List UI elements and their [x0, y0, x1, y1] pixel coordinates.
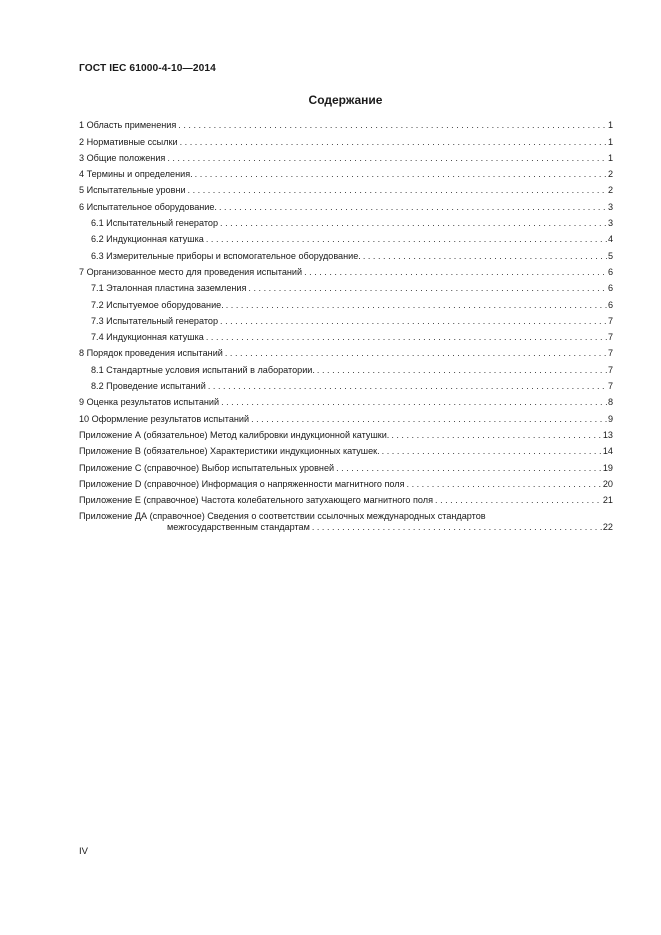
toc-entry-text: 7.1 Эталонная пластина заземления: [91, 283, 247, 294]
page-number: IV: [79, 846, 88, 857]
toc-entry-page: 8: [607, 397, 613, 408]
standard-designation: ГОСТ IEC 61000-4-10—2014: [79, 63, 216, 74]
toc-leader-dots: [251, 414, 607, 425]
toc-entry-text: Приложение D (справочное) Информация о напряженности магнитного поля: [79, 478, 405, 489]
toc-entry-text-continued: межгосударственным стандартам: [167, 522, 310, 533]
toc-entry-page: 1: [607, 152, 613, 163]
toc-entry-text: 4 Термины и определения.: [79, 169, 193, 180]
toc-leader-dots: [167, 153, 607, 164]
toc-leader-dots: [407, 479, 602, 490]
toc-subentry[interactable]: [79, 359, 613, 375]
toc-entry-page: 19: [602, 462, 613, 473]
toc-leader-dots: [180, 137, 607, 148]
toc-entry-text: Приложение ДА (справочное) Сведения о соответствии ссылочных международных стандартов: [79, 511, 486, 522]
toc-entry-text: 8.1 Стандартные условия испытаний в лаборатории.: [91, 364, 315, 375]
toc-leader-dots: [435, 495, 602, 506]
toc-entry-text: 7.3 Испытательный генератор: [91, 315, 219, 326]
toc-entry-page: 13: [602, 429, 613, 440]
toc-entry[interactable]: [79, 474, 613, 490]
toc-entry-text: 1 Область применения: [79, 120, 177, 131]
toc-entry-text: 6 Испытательное оборудование.: [79, 201, 217, 212]
toc-entry-page: 2: [607, 169, 613, 180]
toc-title: Содержание: [308, 93, 383, 107]
toc-leader-dots: [221, 397, 607, 408]
toc-entry-text: 6.2 Индукционная катушка: [91, 234, 204, 245]
toc-entry[interactable]: [79, 457, 613, 473]
toc-leader-dots: [336, 463, 602, 474]
toc-entry-page: 7: [607, 381, 613, 392]
toc-entry-page: 5: [607, 250, 613, 261]
toc-leader-dots: [178, 120, 607, 131]
toc-entry-text: 9 Оценка результатов испытаний: [79, 397, 220, 408]
toc-leader-dots: [188, 185, 607, 196]
toc-entry-page: 3: [607, 201, 613, 212]
toc-entry[interactable]: [79, 343, 613, 359]
toc-leader-dots: [248, 283, 607, 294]
toc-leader-dots: [220, 218, 607, 229]
toc-subentry[interactable]: [79, 294, 613, 310]
toc-leader-dots: [206, 234, 607, 245]
toc-entry-page: 2: [607, 185, 613, 196]
toc-entry-page: 6: [607, 266, 613, 277]
toc-entry[interactable]: [79, 408, 613, 424]
toc-entry[interactable]: [79, 490, 613, 506]
toc-entry-text: Приложение Е (справочное) Частота колебательного затухающего магнитного поля: [79, 495, 434, 506]
toc-leader-dots: [312, 522, 602, 533]
toc-entry-page: 7: [607, 364, 613, 375]
toc-leader-dots: [304, 267, 607, 278]
toc-entry-text: 7.4 Индукционная катушка: [91, 332, 204, 343]
toc-entry[interactable]: [79, 441, 613, 457]
toc-entry[interactable]: [79, 262, 613, 278]
toc-entry-page: 6: [607, 299, 613, 310]
toc-leader-dots: [317, 365, 607, 376]
toc-entry-text: Приложение В (обязательное) Характеристики индукционных катушек.: [79, 446, 380, 457]
toc-leader-dots: [382, 446, 602, 457]
toc-leader-dots: [220, 316, 607, 327]
toc-entry-page: 7: [607, 315, 613, 326]
toc-entry-page: 14: [602, 446, 613, 457]
toc-entry-page: 9: [607, 413, 613, 424]
toc-entry-text: 2 Нормативные ссылки: [79, 136, 178, 147]
toc-entry[interactable]: [79, 131, 613, 147]
toc-leader-dots: [206, 332, 607, 343]
toc-entry-page: 1: [607, 120, 613, 131]
toc-entry-text: Приложение С (справочное) Выбор испытательных уровней: [79, 462, 335, 473]
toc-entry[interactable]: [79, 115, 613, 131]
toc-leader-dots: [391, 430, 602, 441]
toc-entry-page: 20: [602, 478, 613, 489]
toc-leader-dots: [226, 300, 607, 311]
toc-entry-multiline[interactable]: [79, 506, 613, 538]
toc-entry[interactable]: [79, 392, 613, 408]
toc-entry[interactable]: [79, 196, 613, 212]
toc-subentry[interactable]: [79, 327, 613, 343]
toc-subentry[interactable]: [79, 213, 613, 229]
table-of-contents: [79, 115, 613, 538]
toc-subentry[interactable]: [79, 311, 613, 327]
toc-leader-dots: [219, 202, 607, 213]
toc-leader-dots: [225, 348, 607, 359]
toc-subentry[interactable]: [79, 229, 613, 245]
toc-subentry[interactable]: [79, 278, 613, 294]
toc-subentry[interactable]: [79, 245, 613, 261]
toc-leader-dots: [208, 381, 607, 392]
toc-entry-text: 6.1 Испытательный генератор: [91, 218, 219, 229]
toc-entry-text: 8 Порядок проведения испытаний: [79, 348, 223, 359]
toc-leader-dots: [195, 169, 607, 180]
toc-entry-text: 10 Оформление результатов испытаний: [79, 413, 250, 424]
toc-entry-page: 7: [607, 348, 613, 359]
toc-entry-text: 6.3 Измерительные приборы и вспомогательное оборудование.: [91, 250, 361, 261]
toc-entry[interactable]: [79, 425, 613, 441]
toc-subentry[interactable]: [79, 376, 613, 392]
toc-entry-page: 1: [607, 136, 613, 147]
toc-entry-page: 4: [607, 234, 613, 245]
toc-entry-page: 21: [602, 495, 613, 506]
toc-entry-text: Приложение А (обязательное) Метод калибровки индукционной катушки.: [79, 429, 390, 440]
toc-entry[interactable]: [79, 180, 613, 196]
toc-entry-text: 5 Испытательные уровни: [79, 185, 186, 196]
toc-entry-page: 6: [607, 283, 613, 294]
toc-entry-text: 7.2 Испытуемое оборудование.: [91, 299, 224, 310]
toc-entry-page: 7: [607, 332, 613, 343]
toc-leader-dots: [363, 251, 607, 262]
toc-entry-text: 3 Общие положения: [79, 152, 166, 163]
toc-entry[interactable]: [79, 164, 613, 180]
toc-entry-page: 3: [607, 218, 613, 229]
toc-entry-text: 7 Организованное место для проведения испытаний: [79, 266, 303, 277]
toc-entry[interactable]: [79, 148, 613, 164]
toc-entry-page: 22: [602, 522, 613, 533]
toc-entry-text: 8.2 Проведение испытаний: [91, 381, 206, 392]
